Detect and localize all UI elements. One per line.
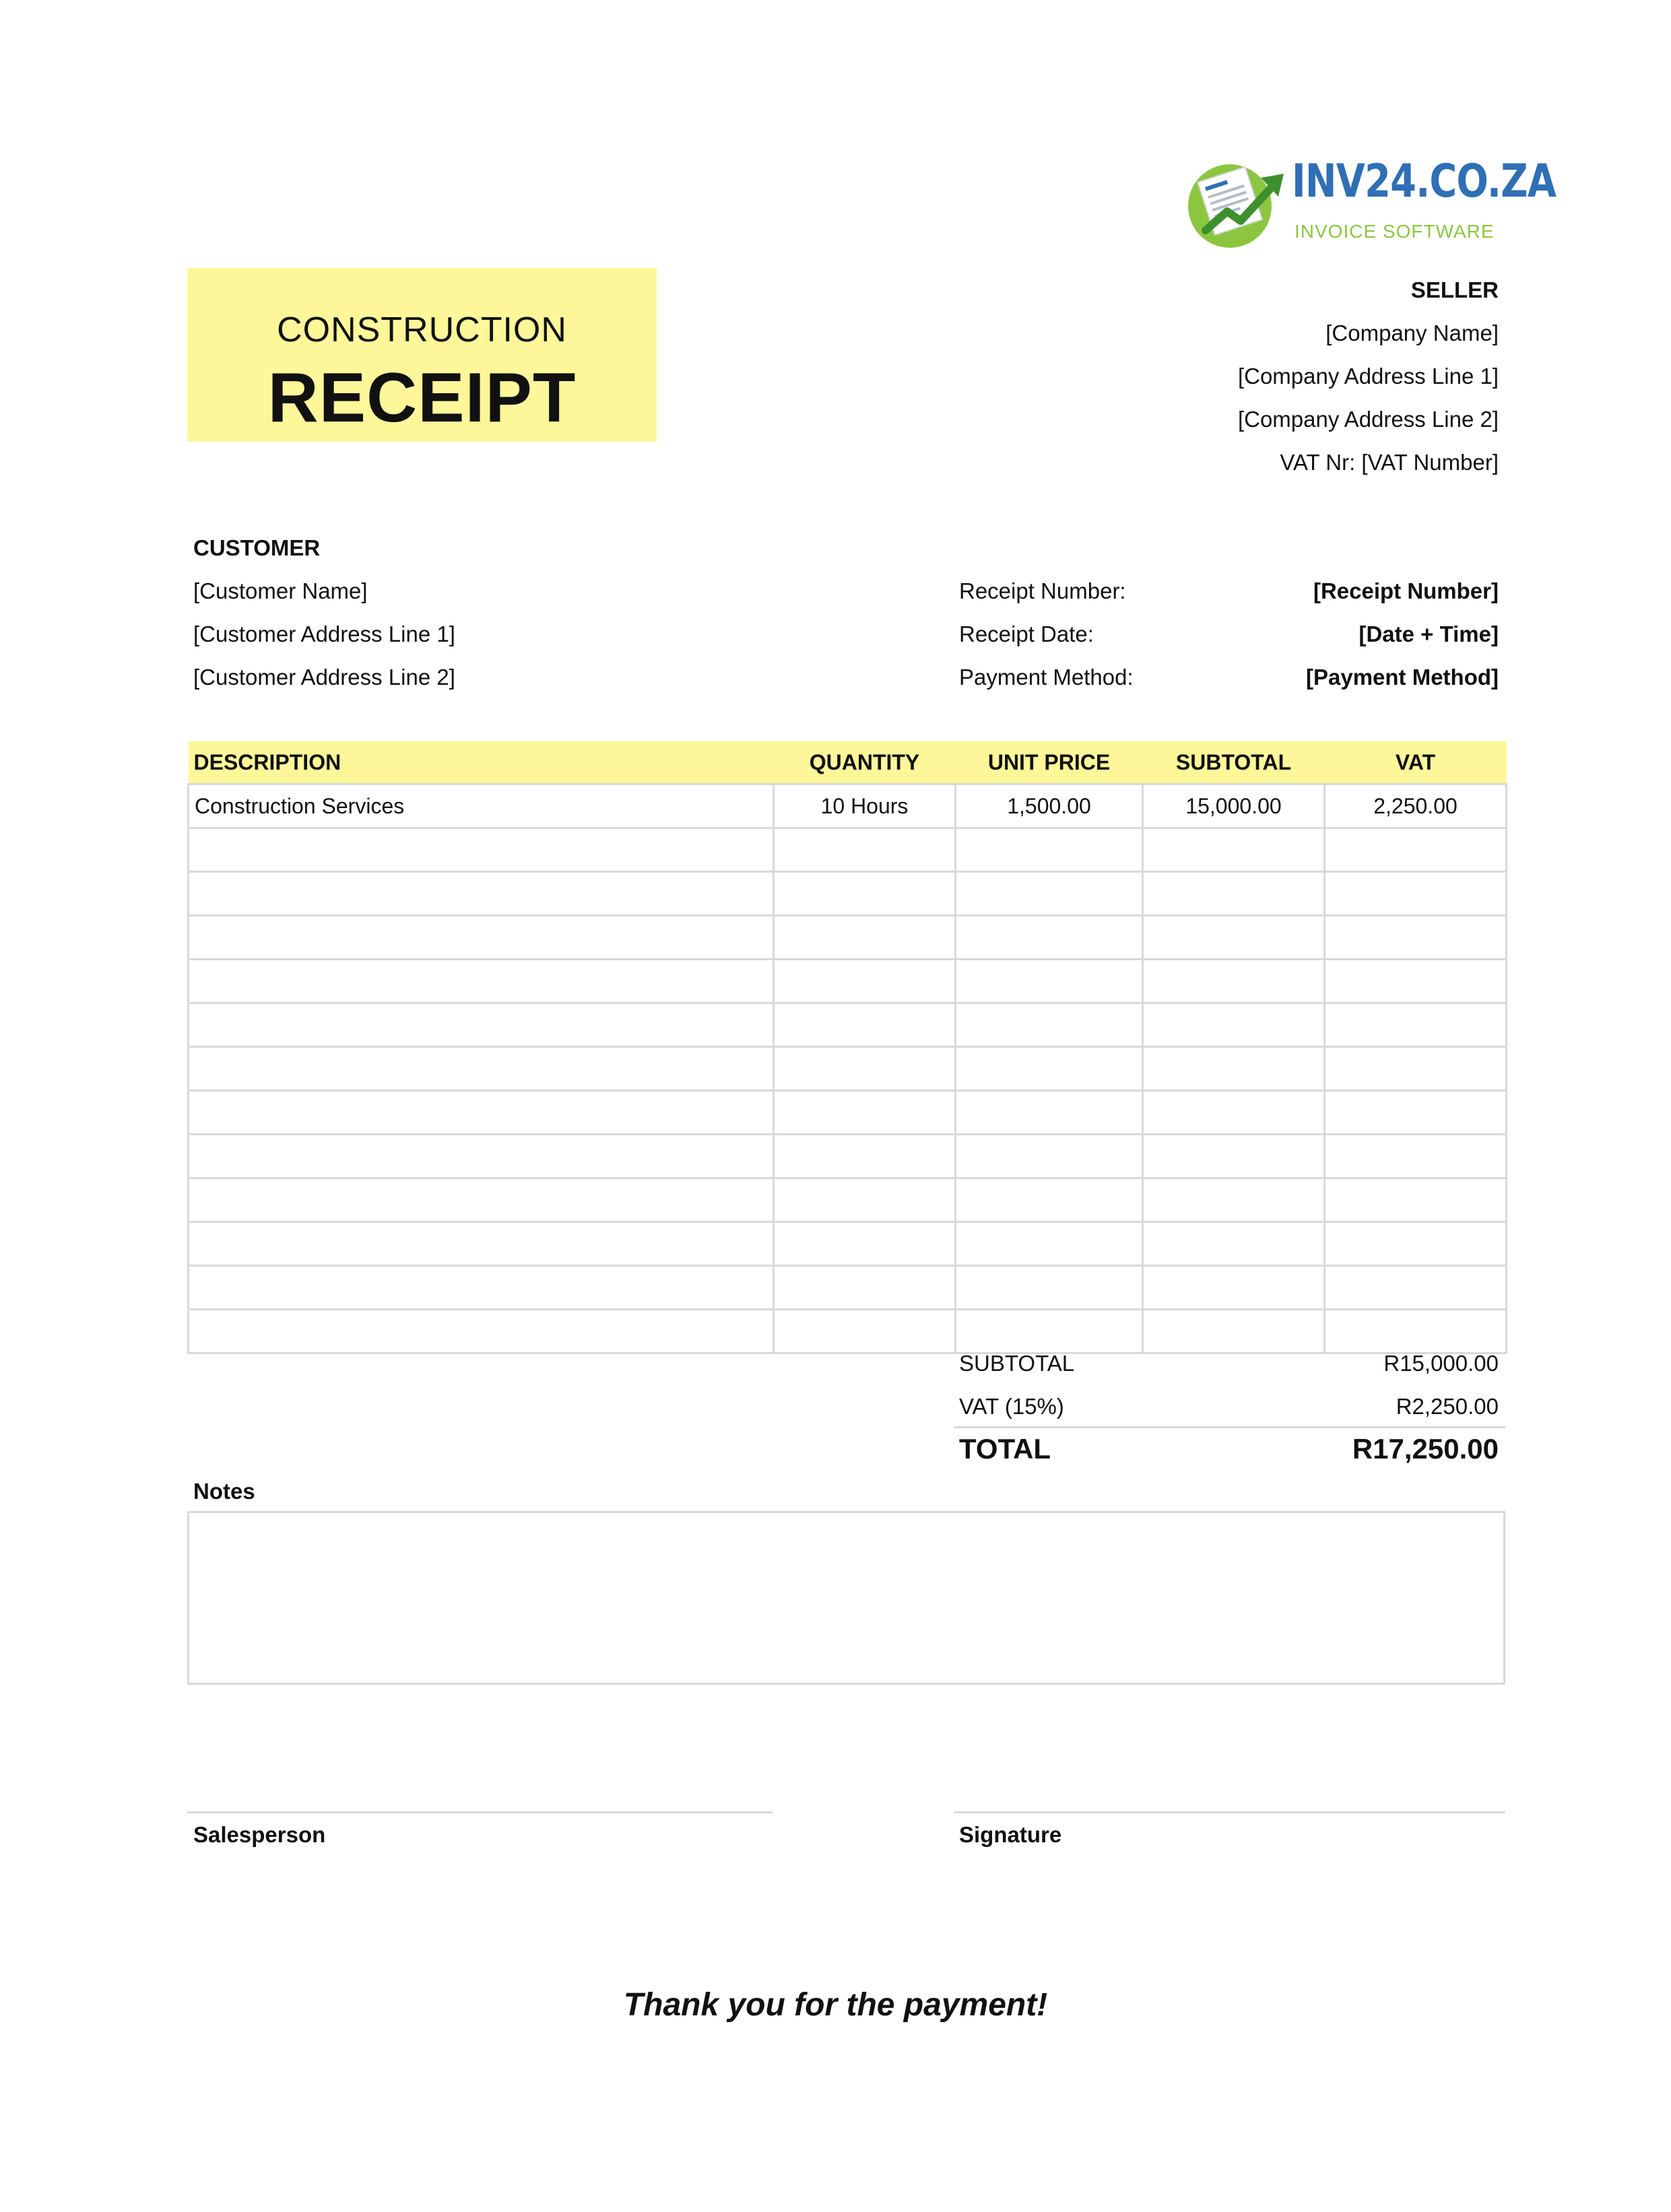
customer-heading: CUSTOMER — [193, 535, 321, 560]
table-row — [189, 1222, 1507, 1266]
cell-description — [189, 872, 774, 916]
cell-quantity — [774, 1003, 956, 1047]
cell-description: Construction Services — [189, 784, 774, 828]
table-row — [189, 916, 1507, 960]
seller-heading: SELLER — [1410, 277, 1499, 302]
receipt-date-value: [Date + Time] — [1358, 622, 1499, 646]
table-row — [189, 872, 1507, 916]
table-row — [189, 1135, 1507, 1178]
table-row — [189, 1047, 1507, 1091]
cell-subtotal — [1143, 828, 1325, 872]
cell-unit-price — [956, 1310, 1143, 1353]
cell-vat: 2,250.00 — [1325, 784, 1507, 828]
receipt-number-label: Receipt Number: — [959, 578, 1126, 603]
cell-quantity — [774, 828, 956, 872]
cell-quantity — [774, 1266, 956, 1310]
cell-subtotal — [1143, 872, 1325, 916]
cell-description — [189, 1266, 774, 1310]
cell-vat — [1325, 1003, 1507, 1047]
brand-name: INV24.CO.ZA — [1292, 155, 1557, 208]
seller-vat-number: VAT Nr: [VAT Number] — [1280, 450, 1499, 475]
seller-address-line2: [Company Address Line 2] — [1237, 407, 1499, 432]
cell-vat — [1325, 1222, 1507, 1266]
col-header-subtotal: SUBTOTAL — [1143, 741, 1325, 784]
cell-vat — [1325, 916, 1507, 960]
table-row — [189, 1310, 1507, 1353]
col-header-unit-price: UNIT PRICE — [956, 741, 1143, 784]
cell-description — [189, 1178, 774, 1222]
cell-quantity — [774, 916, 956, 960]
cell-subtotal — [1143, 1091, 1325, 1135]
total-value: R17,250.00 — [1352, 1433, 1499, 1465]
cell-subtotal: 15,000.00 — [1143, 784, 1325, 828]
cell-vat — [1325, 1135, 1507, 1178]
cell-description — [189, 916, 774, 960]
cell-description — [189, 1047, 774, 1091]
cell-subtotal — [1143, 916, 1325, 960]
col-header-description: DESCRIPTION — [189, 741, 774, 784]
signature-label: Signature — [959, 1822, 1062, 1847]
cell-vat — [1325, 1266, 1507, 1310]
invoice-chart-logo-icon — [1185, 158, 1286, 250]
customer-name: [Customer Name] — [193, 578, 368, 603]
cell-unit-price — [956, 1135, 1143, 1178]
items-table — [187, 741, 1507, 1354]
cell-description — [189, 1003, 774, 1047]
cell-unit-price — [956, 1222, 1143, 1266]
cell-quantity — [774, 1178, 956, 1222]
receipt-date-label: Receipt Date: — [959, 622, 1094, 646]
cell-quantity — [774, 960, 956, 1003]
cell-description — [189, 1310, 774, 1353]
cell-unit-price — [956, 1266, 1143, 1310]
cell-subtotal — [1143, 1047, 1325, 1091]
cell-quantity — [774, 1222, 956, 1266]
cell-quantity — [774, 1310, 956, 1353]
table-row — [189, 960, 1507, 1003]
vat-label: VAT (15%) — [959, 1394, 1064, 1419]
col-header-quantity: QUANTITY — [774, 741, 956, 784]
cell-description — [189, 1135, 774, 1178]
cell-quantity — [774, 1091, 956, 1135]
cell-unit-price — [956, 828, 1143, 872]
customer-address-line2: [Customer Address Line 2] — [193, 665, 455, 690]
items-header-row — [189, 741, 1507, 784]
salesperson-label: Salesperson — [193, 1822, 326, 1847]
vat-value: R2,250.00 — [1396, 1394, 1499, 1419]
cell-subtotal — [1143, 960, 1325, 1003]
seller-company-name: [Company Name] — [1325, 321, 1499, 345]
notes-box[interactable] — [187, 1511, 1505, 1685]
cell-subtotal — [1143, 1310, 1325, 1353]
cell-vat — [1325, 1047, 1507, 1091]
logo — [1185, 149, 1557, 250]
cell-vat — [1325, 960, 1507, 1003]
cell-unit-price — [956, 1047, 1143, 1091]
cell-unit-price: 1,500.00 — [956, 784, 1143, 828]
totals-divider — [954, 1426, 1505, 1428]
cell-unit-price — [956, 960, 1143, 1003]
table-row — [189, 1091, 1507, 1135]
cell-subtotal — [1143, 1135, 1325, 1178]
cell-unit-price — [956, 916, 1143, 960]
cell-description — [189, 960, 774, 1003]
thank-you-message: Thank you for the payment! — [623, 1987, 1048, 2023]
table-row — [189, 1003, 1507, 1047]
total-label: TOTAL — [959, 1433, 1051, 1465]
cell-unit-price — [956, 872, 1143, 916]
cell-unit-price — [956, 1003, 1143, 1047]
cell-quantity — [774, 1135, 956, 1178]
cell-quantity: 10 Hours — [774, 784, 956, 828]
col-header-vat: VAT — [1325, 741, 1507, 784]
table-row — [189, 1266, 1507, 1310]
payment-method-label: Payment Method: — [959, 665, 1134, 690]
cell-subtotal — [1143, 1222, 1325, 1266]
cell-vat — [1325, 828, 1507, 872]
title-line2: RECEIPT — [267, 359, 577, 437]
cell-unit-price — [956, 1178, 1143, 1222]
cell-vat — [1325, 1178, 1507, 1222]
cell-quantity — [774, 1047, 956, 1091]
cell-subtotal — [1143, 1003, 1325, 1047]
title-line1: CONSTRUCTION — [277, 310, 567, 349]
cell-unit-price — [956, 1091, 1143, 1135]
salesperson-line — [187, 1811, 773, 1813]
cell-vat — [1325, 872, 1507, 916]
signature-line — [954, 1811, 1505, 1813]
cell-quantity — [774, 872, 956, 916]
table-row — [189, 1178, 1507, 1222]
cell-description — [189, 1222, 774, 1266]
subtotal-value: R15,000.00 — [1383, 1351, 1499, 1376]
brand-tagline: INVOICE SOFTWARE — [1295, 221, 1495, 242]
table-row — [189, 828, 1507, 872]
cell-subtotal — [1143, 1178, 1325, 1222]
cell-description — [189, 1091, 774, 1135]
receipt-number-value: [Receipt Number] — [1313, 578, 1499, 603]
payment-method-value: [Payment Method] — [1305, 665, 1499, 690]
notes-label: Notes — [193, 1479, 255, 1504]
customer-address-line1: [Customer Address Line 1] — [193, 622, 455, 646]
subtotal-label: SUBTOTAL — [959, 1351, 1075, 1376]
table-row — [189, 784, 1507, 828]
cell-description — [189, 828, 774, 872]
title-box — [187, 268, 657, 442]
seller-address-line1: [Company Address Line 1] — [1237, 364, 1499, 389]
cell-subtotal — [1143, 1266, 1325, 1310]
cell-vat — [1325, 1310, 1507, 1353]
cell-vat — [1325, 1091, 1507, 1135]
